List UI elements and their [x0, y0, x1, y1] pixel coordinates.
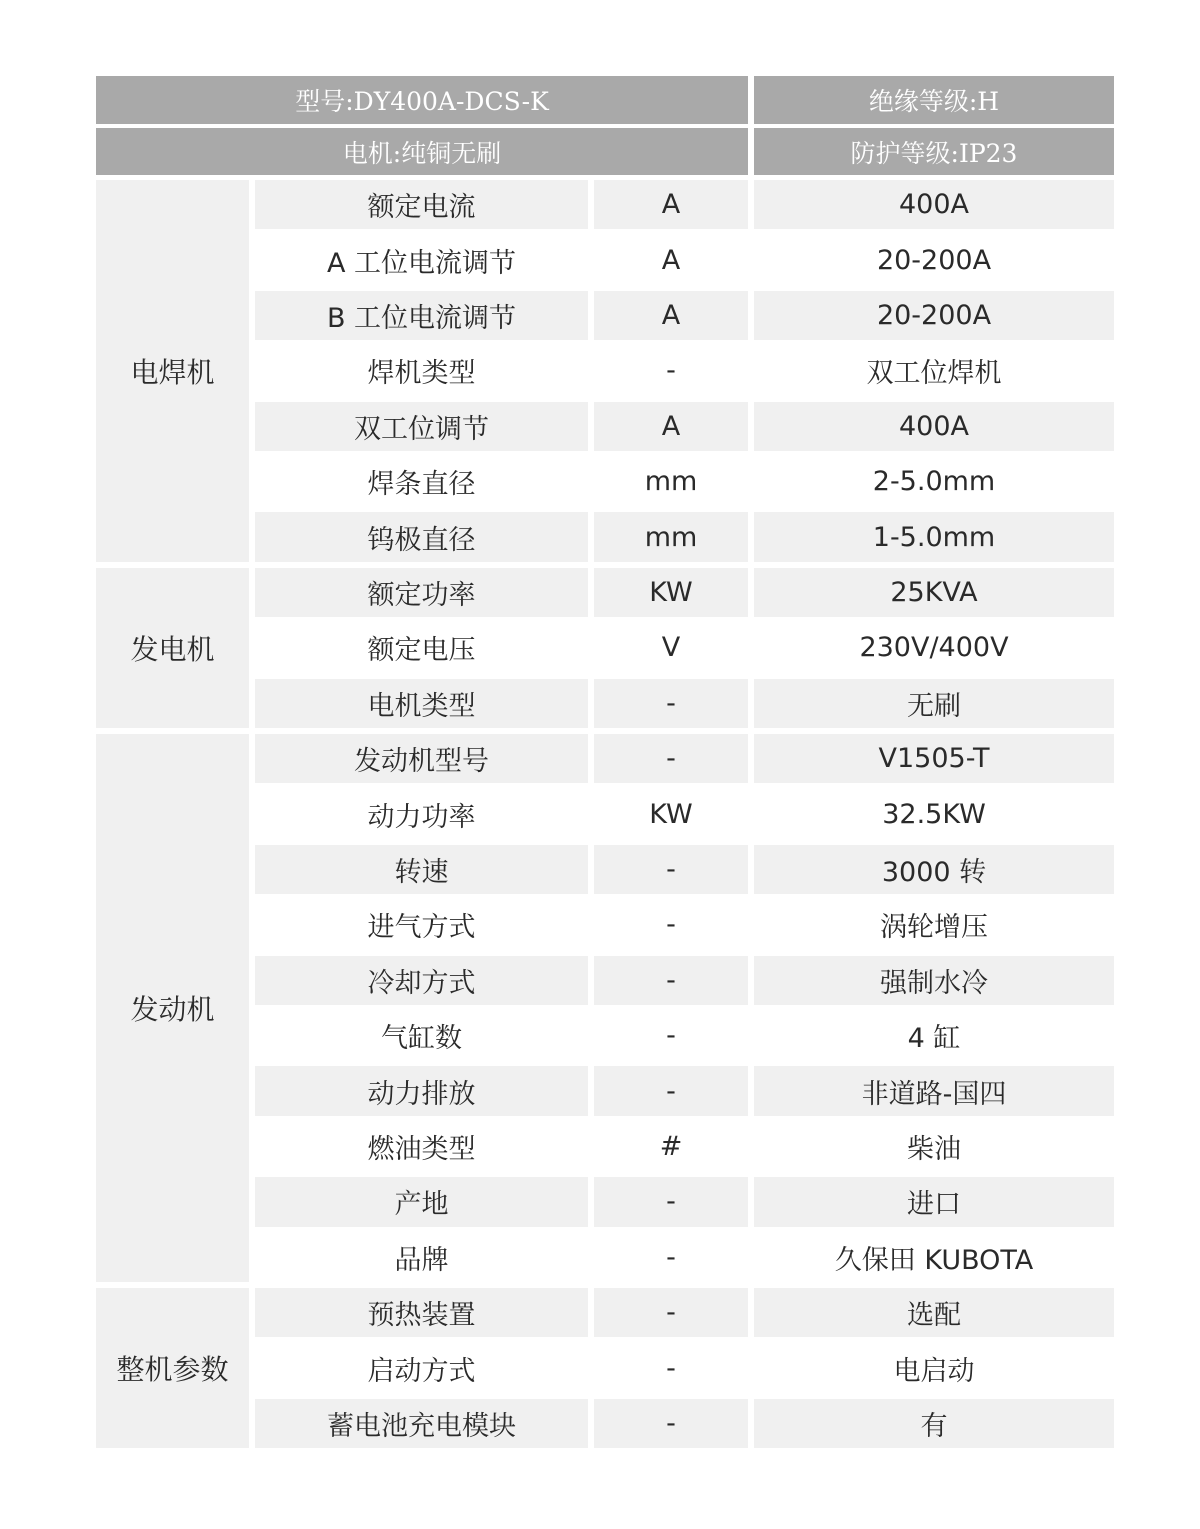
unit-cell: A — [594, 235, 748, 284]
param-cell: 双工位调节 — [255, 402, 588, 451]
unit-cell: - — [594, 346, 748, 395]
unit-cell: - — [594, 734, 748, 783]
param-cell: 焊机类型 — [255, 346, 588, 395]
unit-cell: A — [594, 402, 748, 451]
value-cell: 230V/400V — [754, 623, 1114, 672]
param-cell: 品牌 — [255, 1233, 588, 1282]
unit-cell: - — [594, 1233, 748, 1282]
value-cell: 25KVA — [754, 568, 1114, 617]
unit-cell: - — [594, 900, 748, 949]
unit-cell: # — [594, 1122, 748, 1171]
value-cell: 2-5.0mm — [754, 457, 1114, 506]
value-cell: 20-200A — [754, 235, 1114, 284]
unit-cell: mm — [594, 457, 748, 506]
value-cell: 涡轮增压 — [754, 900, 1114, 949]
value-cell: 久保田 KUBOTA — [754, 1233, 1114, 1282]
param-cell: 动力功率 — [255, 789, 588, 838]
param-cell: 额定功率 — [255, 568, 588, 617]
param-cell: 产地 — [255, 1177, 588, 1226]
unit-cell: KW — [594, 789, 748, 838]
value-cell: 4 缸 — [754, 1011, 1114, 1060]
insulation-header: 绝缘等级:H — [754, 76, 1114, 124]
param-cell: 钨极直径 — [255, 512, 588, 561]
unit-cell: KW — [594, 568, 748, 617]
group-label: 整机参数 — [96, 1288, 249, 1448]
value-cell: 20-200A — [754, 291, 1114, 340]
unit-cell: A — [594, 291, 748, 340]
unit-cell: mm — [594, 512, 748, 561]
param-cell: B 工位电流调节 — [255, 291, 588, 340]
param-cell: 蓄电池充电模块 — [255, 1399, 588, 1448]
value-cell: 32.5KW — [754, 789, 1114, 838]
value-cell: V1505-T — [754, 734, 1114, 783]
value-cell: 进口 — [754, 1177, 1114, 1226]
param-cell: A 工位电流调节 — [255, 235, 588, 284]
param-cell: 额定电流 — [255, 180, 588, 229]
param-cell: 电机类型 — [255, 679, 588, 728]
value-cell: 3000 转 — [754, 845, 1114, 894]
unit-cell: - — [594, 1288, 748, 1337]
group-label: 电焊机 — [96, 180, 249, 562]
value-cell: 强制水冷 — [754, 956, 1114, 1005]
param-cell: 预热装置 — [255, 1288, 588, 1337]
value-cell: 选配 — [754, 1288, 1114, 1337]
param-cell: 燃油类型 — [255, 1122, 588, 1171]
value-cell: 400A — [754, 402, 1114, 451]
param-cell: 焊条直径 — [255, 457, 588, 506]
value-cell: 1-5.0mm — [754, 512, 1114, 561]
value-cell: 400A — [754, 180, 1114, 229]
value-cell: 电启动 — [754, 1343, 1114, 1392]
value-cell: 无刷 — [754, 679, 1114, 728]
param-cell: 转速 — [255, 845, 588, 894]
value-cell: 柴油 — [754, 1122, 1114, 1171]
unit-cell: - — [594, 956, 748, 1005]
param-cell: 气缸数 — [255, 1011, 588, 1060]
param-cell: 动力排放 — [255, 1066, 588, 1115]
model-header: 型号:DY400A-DCS-K — [96, 76, 748, 124]
unit-cell: - — [594, 1399, 748, 1448]
unit-cell: A — [594, 180, 748, 229]
unit-cell: - — [594, 1177, 748, 1226]
param-cell: 额定电压 — [255, 623, 588, 672]
unit-cell: - — [594, 679, 748, 728]
value-cell: 有 — [754, 1399, 1114, 1448]
value-cell: 双工位焊机 — [754, 346, 1114, 395]
param-cell: 发动机型号 — [255, 734, 588, 783]
protection-header: 防护等级:IP23 — [754, 128, 1114, 175]
motor-header: 电机:纯铜无刷 — [96, 128, 748, 175]
group-label: 发动机 — [96, 734, 249, 1282]
group-label: 发电机 — [96, 568, 249, 728]
unit-cell: - — [594, 1343, 748, 1392]
unit-cell: - — [594, 1066, 748, 1115]
param-cell: 进气方式 — [255, 900, 588, 949]
value-cell: 非道路-国四 — [754, 1066, 1114, 1115]
unit-cell: - — [594, 845, 748, 894]
unit-cell: - — [594, 1011, 748, 1060]
param-cell: 启动方式 — [255, 1343, 588, 1392]
unit-cell: V — [594, 623, 748, 672]
param-cell: 冷却方式 — [255, 956, 588, 1005]
